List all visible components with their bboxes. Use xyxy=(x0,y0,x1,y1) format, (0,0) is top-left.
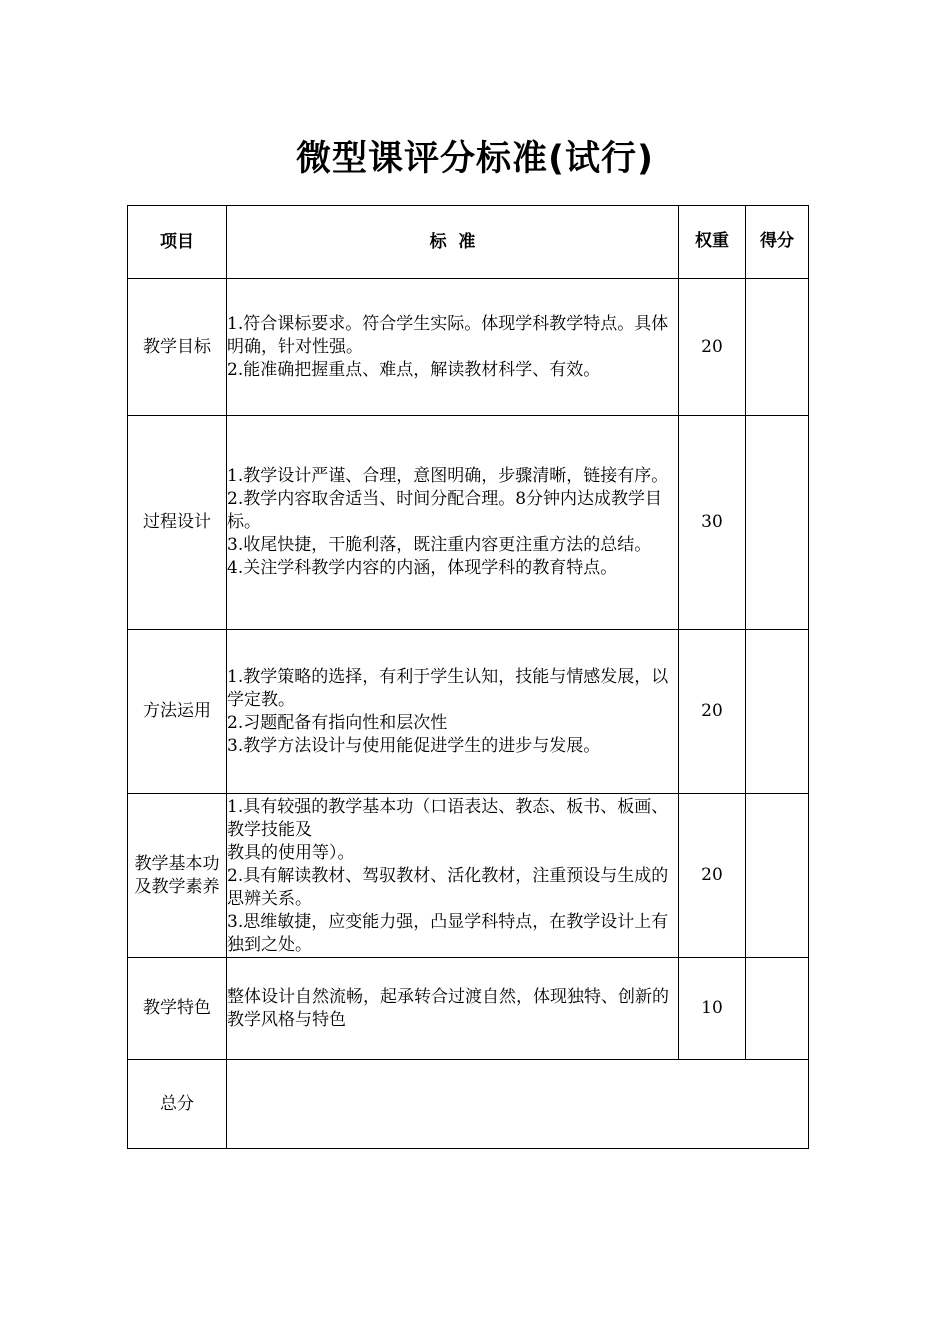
criteria-line: 4.关注学科教学内容的内涵，体现学科的教育特点。 xyxy=(227,558,618,578)
row-weight: 20 xyxy=(679,794,746,958)
row-item: 教学特色 xyxy=(128,958,227,1060)
table-row xyxy=(128,279,809,416)
row-score-field[interactable] xyxy=(746,416,809,630)
criteria-line: 2.教学内容取舍适当、时间分配合理。8分钟内达成教学目标。 xyxy=(227,489,663,532)
row-item: 方法运用 xyxy=(128,630,227,794)
row-weight: 30 xyxy=(679,416,746,630)
total-score-field[interactable] xyxy=(227,1060,809,1149)
criteria-line: 3.收尾快捷，干脆利落，既注重内容更注重方法的总结。 xyxy=(227,535,652,555)
row-criteria xyxy=(227,958,679,1060)
criteria-line: 1.教学设计严谨、合理，意图明确，步骤清晰，链接有序。 xyxy=(227,466,669,486)
row-item: 教学基本功及教学素养 xyxy=(128,794,227,958)
header-row xyxy=(128,206,809,279)
table-row xyxy=(128,958,809,1060)
row-score-field[interactable] xyxy=(746,279,809,416)
row-weight: 20 xyxy=(679,279,746,416)
row-criteria xyxy=(227,279,679,416)
criteria-line: 1.教学策略的选择，有利于学生认知，技能与情感发展，以学定教。 xyxy=(227,666,669,710)
row-item: 教学目标 xyxy=(128,279,227,416)
header-score: 得分 xyxy=(746,206,809,279)
scoring-table xyxy=(127,205,809,1149)
total-row xyxy=(128,1060,809,1149)
row-item: 过程设计 xyxy=(128,416,227,630)
criteria-line: 3.教学方法设计与使用能促进学生的进步与发展。 xyxy=(227,735,601,756)
criteria-line: 整体设计自然流畅，起承转合过渡自然，体现独特、创新的教学风格与特色 xyxy=(227,986,669,1030)
criteria-line: 3.思维敏捷，应变能力强，凸显学科特点，在教学设计上有独到之处。 xyxy=(227,912,669,955)
row-score-field[interactable] xyxy=(746,630,809,794)
criteria-line: 2.具有解读教材、驾驭教材、活化教材，注重预设与生成的思辨关系。 xyxy=(227,866,669,909)
criteria-line: 教具的使用等）。 xyxy=(227,843,355,863)
row-criteria xyxy=(227,630,679,794)
row-criteria xyxy=(227,794,679,958)
row-score-field[interactable] xyxy=(746,958,809,1060)
row-weight: 20 xyxy=(679,630,746,794)
criteria-line: 1.具有较强的教学基本功（口语表达、教态、板书、板画、教学技能及 xyxy=(227,797,669,840)
page-title: 微型课评分标准(试行) xyxy=(296,139,654,179)
table-row xyxy=(128,630,809,794)
table-row xyxy=(128,416,809,630)
header-item: 项目 xyxy=(128,206,227,279)
header-criteria: 标 准 xyxy=(227,206,679,279)
criteria-line: 2.习题配备有指向性和层次性 xyxy=(227,712,448,733)
row-score-field[interactable] xyxy=(746,794,809,958)
total-label: 总分 xyxy=(128,1060,227,1149)
row-criteria xyxy=(227,416,679,630)
header-weight: 权重 xyxy=(679,206,746,279)
criteria-line: 1.符合课标要求。符合学生实际。体现学科教学特点。具体明确，针对性强。 xyxy=(227,313,669,357)
row-weight: 10 xyxy=(679,958,746,1060)
table-row xyxy=(128,794,809,958)
criteria-line: 2.能准确把握重点、难点，解读教材科学、有效。 xyxy=(227,359,601,380)
